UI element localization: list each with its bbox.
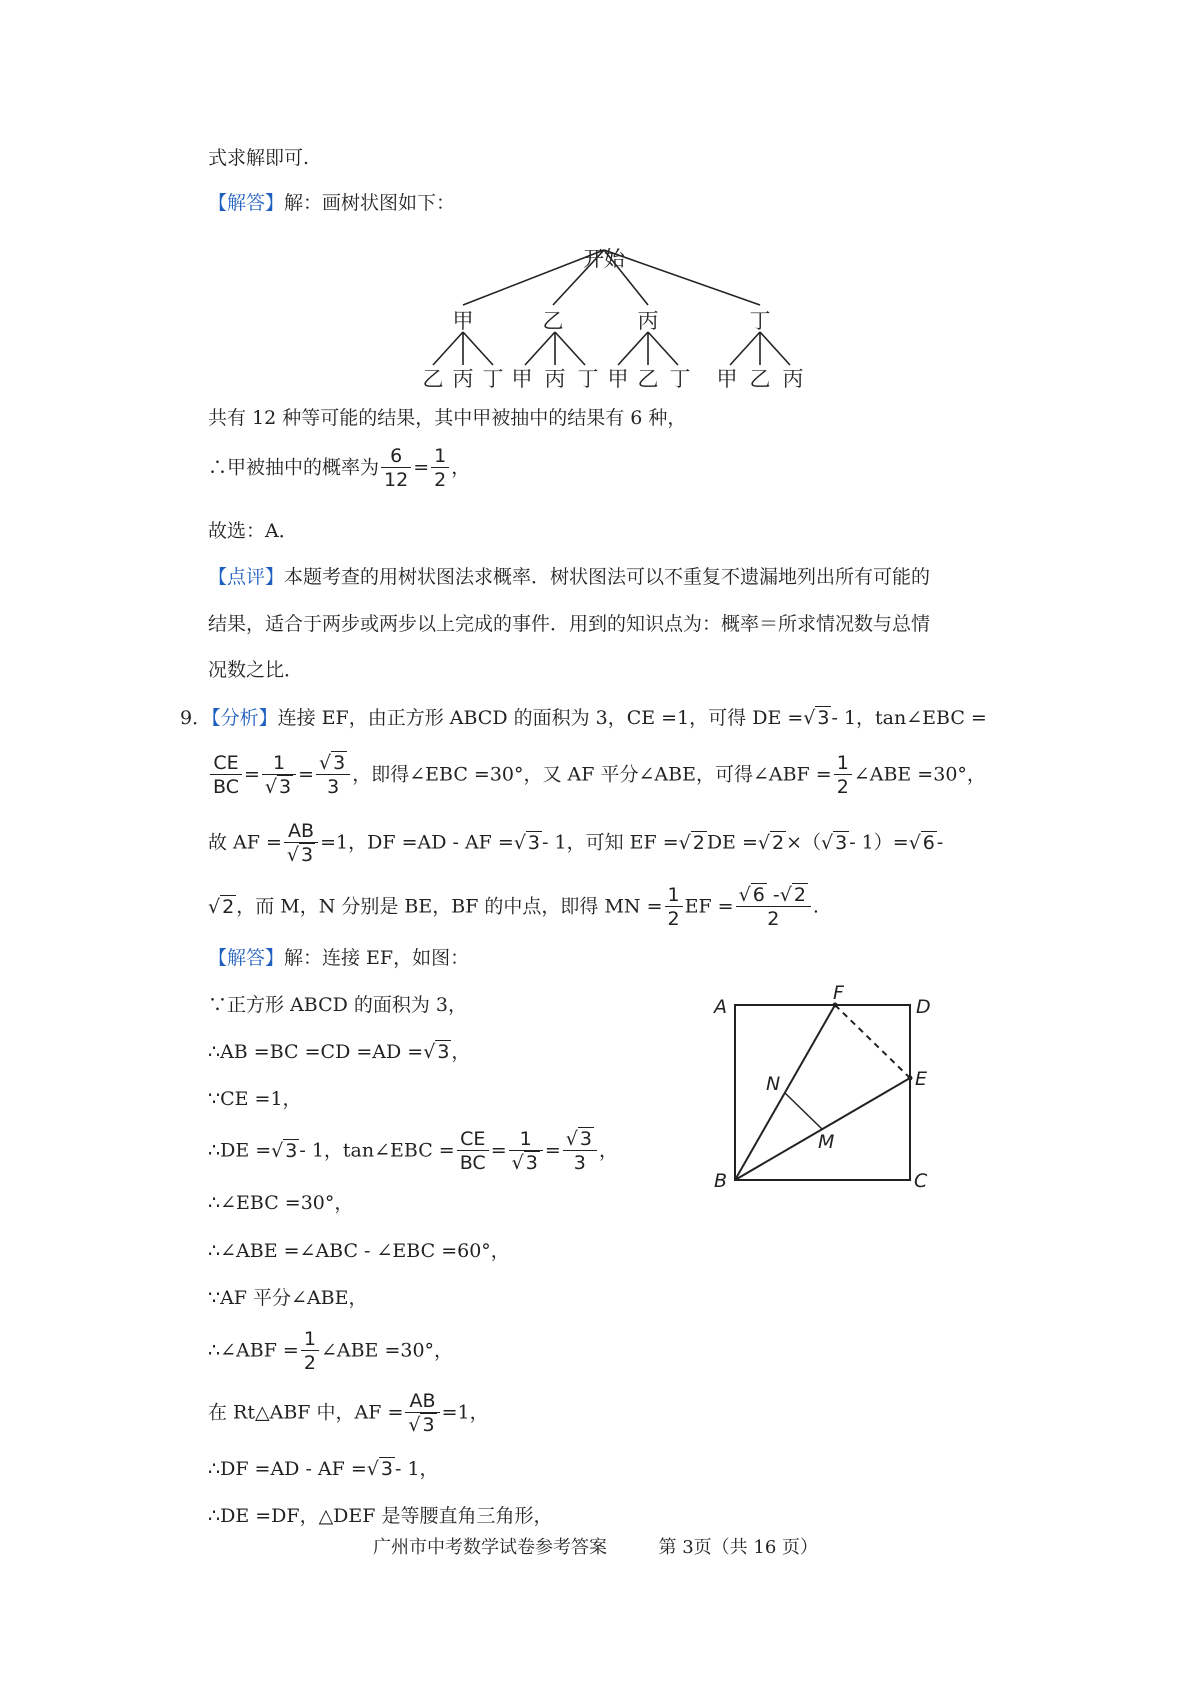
text-line: ∴AB =BC =CD =AD =√ 3 ， (208, 1041, 471, 1063)
label-n: N (766, 1073, 781, 1095)
sqrt: √ 3 (366, 1458, 393, 1480)
fraction: $\frac{1}{2}$ (834, 752, 852, 799)
text-line: ∵正方形 ABCD 的面积为 3， (208, 994, 468, 1016)
fraction: $\frac{1}{2}$ (301, 1328, 319, 1375)
text-line: 况数之比． (208, 659, 304, 681)
fraction: $\frac{√ 3}{3}$ (316, 752, 350, 799)
fraction: $\frac{CE}{BC}$ (457, 1128, 489, 1175)
label-e: E (915, 1068, 928, 1090)
sqrt: √ 3 (821, 831, 848, 854)
label-c: C (914, 1170, 928, 1192)
tree-node: 乙 (542, 309, 564, 333)
sqrt: √ 3 (423, 1041, 450, 1063)
fraction: $\frac{1}{2}$ (431, 445, 449, 492)
footer-title: 广州市中考数学试卷参考答案 (373, 1537, 607, 1558)
tree-node: 甲 (452, 309, 474, 333)
text: - 1，tan∠EBC = (831, 707, 987, 729)
tree-leaf: 甲 (511, 367, 533, 391)
fraction: $\frac{AB}{√ 3}$ (405, 1390, 439, 1437)
tree-node: 丙 (637, 309, 659, 333)
tree-root: 开始 (583, 247, 625, 271)
text-line: ∴∠ABF = $\frac{1}{2}$ ∠ABE =30°， (208, 1328, 454, 1374)
analysis-line-3: 故 AF = $\frac{AB}{√ 3}$ =1，DF =AD - AF =√ 3 - 1，可知 EF =√ 2 DE =√ 2 ×（√ 3 - 1）=√ 6 - (208, 820, 944, 866)
text-line: 共有 12 种等可能的结果，其中甲被抽中的结果有 6 种， (208, 407, 687, 429)
sqrt: √ 3 (271, 1139, 298, 1162)
page-footer (0, 1533, 1191, 1559)
sqrt: √ 6 (908, 831, 935, 854)
fraction: $\frac{√ 6 -√ 2}{2}$ (736, 884, 811, 931)
tree-diagram (0, 0, 1191, 400)
tree-leaf: 丁 (669, 367, 691, 391)
analysis-line-2: $\frac{CE}{BC}$ = $\frac{1}{√ 3}$ = $\frac{√ 3}{3}$ ，即得∠EBC =30°，又 AF 平分∠ABE，可得∠ABF = $\frac{1}{2}$ ∠ABE =30°， (208, 752, 986, 799)
analysis-line-4: √ 2 ，而 M，N 分别是 BE，BF 的中点，即得 MN = $\frac{1}{2}$ EF = $\frac{√ 6 -√ 2}{2}$ . (208, 884, 819, 930)
tree-leaf: 甲 (607, 367, 629, 391)
tree-leaf: 丙 (452, 367, 474, 391)
tree-leaf: 乙 (749, 367, 771, 391)
fraction: $\frac{√ 3}{3}$ (563, 1128, 597, 1175)
comment-tag: 【点评】 (208, 566, 285, 588)
tree-leaf: 乙 (422, 367, 444, 391)
equals: = (413, 456, 430, 479)
tree-leaf: 丙 (782, 367, 804, 391)
fraction: $\frac{AB}{√ 3}$ (284, 820, 318, 867)
label-a: A (714, 996, 727, 1018)
text-line: ∵CE =1， (208, 1088, 302, 1110)
analysis-tag: 【分析】 (211, 707, 278, 729)
sqrt: √ 2 (757, 831, 785, 854)
fraction: $\frac{6}{12}$ (381, 445, 411, 492)
answer-tag: 【解答】 (208, 192, 285, 214)
text-line: ∴DE =√ 3 - 1，tan∠EBC = $\frac{CE}{BC}$ = $\frac{1}{√ 3}$ = $\frac{√ 3}{3}$ ， (208, 1128, 618, 1174)
answer-text: 解：画树状图如下： (284, 192, 456, 214)
solution-tag: 【解答】 (208, 947, 285, 969)
fraction: $\frac{1}{√ 3}$ (262, 752, 296, 799)
tree-leaf: 甲 (716, 367, 738, 391)
sqrt: √ 3 (803, 707, 830, 729)
tree-leaf: 丁 (577, 367, 599, 391)
text: 本题考查的用树状图法求概率．树状图法可以不重复不遗漏地列出所有可能的 (284, 566, 931, 588)
text-line: 在 Rt△ABF 中，AF = $\frac{AB}{√ 3}$ =1， (208, 1390, 489, 1436)
text: ∴甲被抽中的概率为 (208, 456, 380, 479)
text: 连接 EF，由正方形 ABCD 的面积为 3，CE =1，可得 DE = (277, 707, 804, 729)
tree-leaf: 乙 (637, 367, 659, 391)
text: ，即得∠EBC =30°，又 AF 平分∠ABE，可得∠ABF = (352, 763, 832, 786)
text-line: 式求解即可. (208, 147, 310, 169)
text-line: 故选：A． (208, 520, 298, 542)
label-f: F (833, 985, 844, 1004)
text: ， (451, 456, 471, 479)
text-line: ∵AF 平分∠ABE， (208, 1287, 368, 1309)
sqrt: √ 2 (208, 895, 235, 918)
label-d: D (916, 996, 931, 1018)
text: ∠ABE =30°， (853, 763, 986, 786)
text-line: 结果，适合于两步或两步以上完成的事件．用到的知识点为：概率＝所求情况数与总情 (208, 613, 931, 635)
sqrt: √ 3 (513, 831, 541, 854)
fraction: $\frac{1}{2}$ (665, 884, 683, 931)
text-line: ∴DE =DF，△DEF 是等腰直角三角形， (208, 1505, 553, 1527)
label-m: M (818, 1131, 835, 1153)
fraction: $\frac{1}{√ 3}$ (509, 1128, 543, 1175)
tree-leaf: 丁 (482, 367, 504, 391)
footer-page: 第 3页（共 16 页） (658, 1537, 818, 1558)
geometry-figure (700, 985, 960, 1195)
label-b: B (714, 1170, 728, 1192)
analysis-line-1 (180, 705, 987, 731)
text-line: ∴∠EBC =30°， (208, 1192, 354, 1214)
question-number: 9． (180, 707, 212, 729)
text: 解：连接 EF，如图： (284, 947, 470, 969)
sqrt: √ 2 (678, 831, 705, 854)
probability-line (208, 445, 470, 492)
tree-leaf: 丙 (544, 367, 566, 391)
text-line: ∴∠ABE =∠ABC - ∠EBC =60°， (208, 1240, 510, 1262)
text-line: ∴DF =AD - AF =√ 3 - 1， (208, 1458, 439, 1480)
solution-line (208, 945, 469, 971)
comment-line (208, 564, 930, 590)
tree-node: 丁 (749, 309, 771, 333)
fraction: $\frac{CE}{BC}$ (210, 752, 242, 799)
